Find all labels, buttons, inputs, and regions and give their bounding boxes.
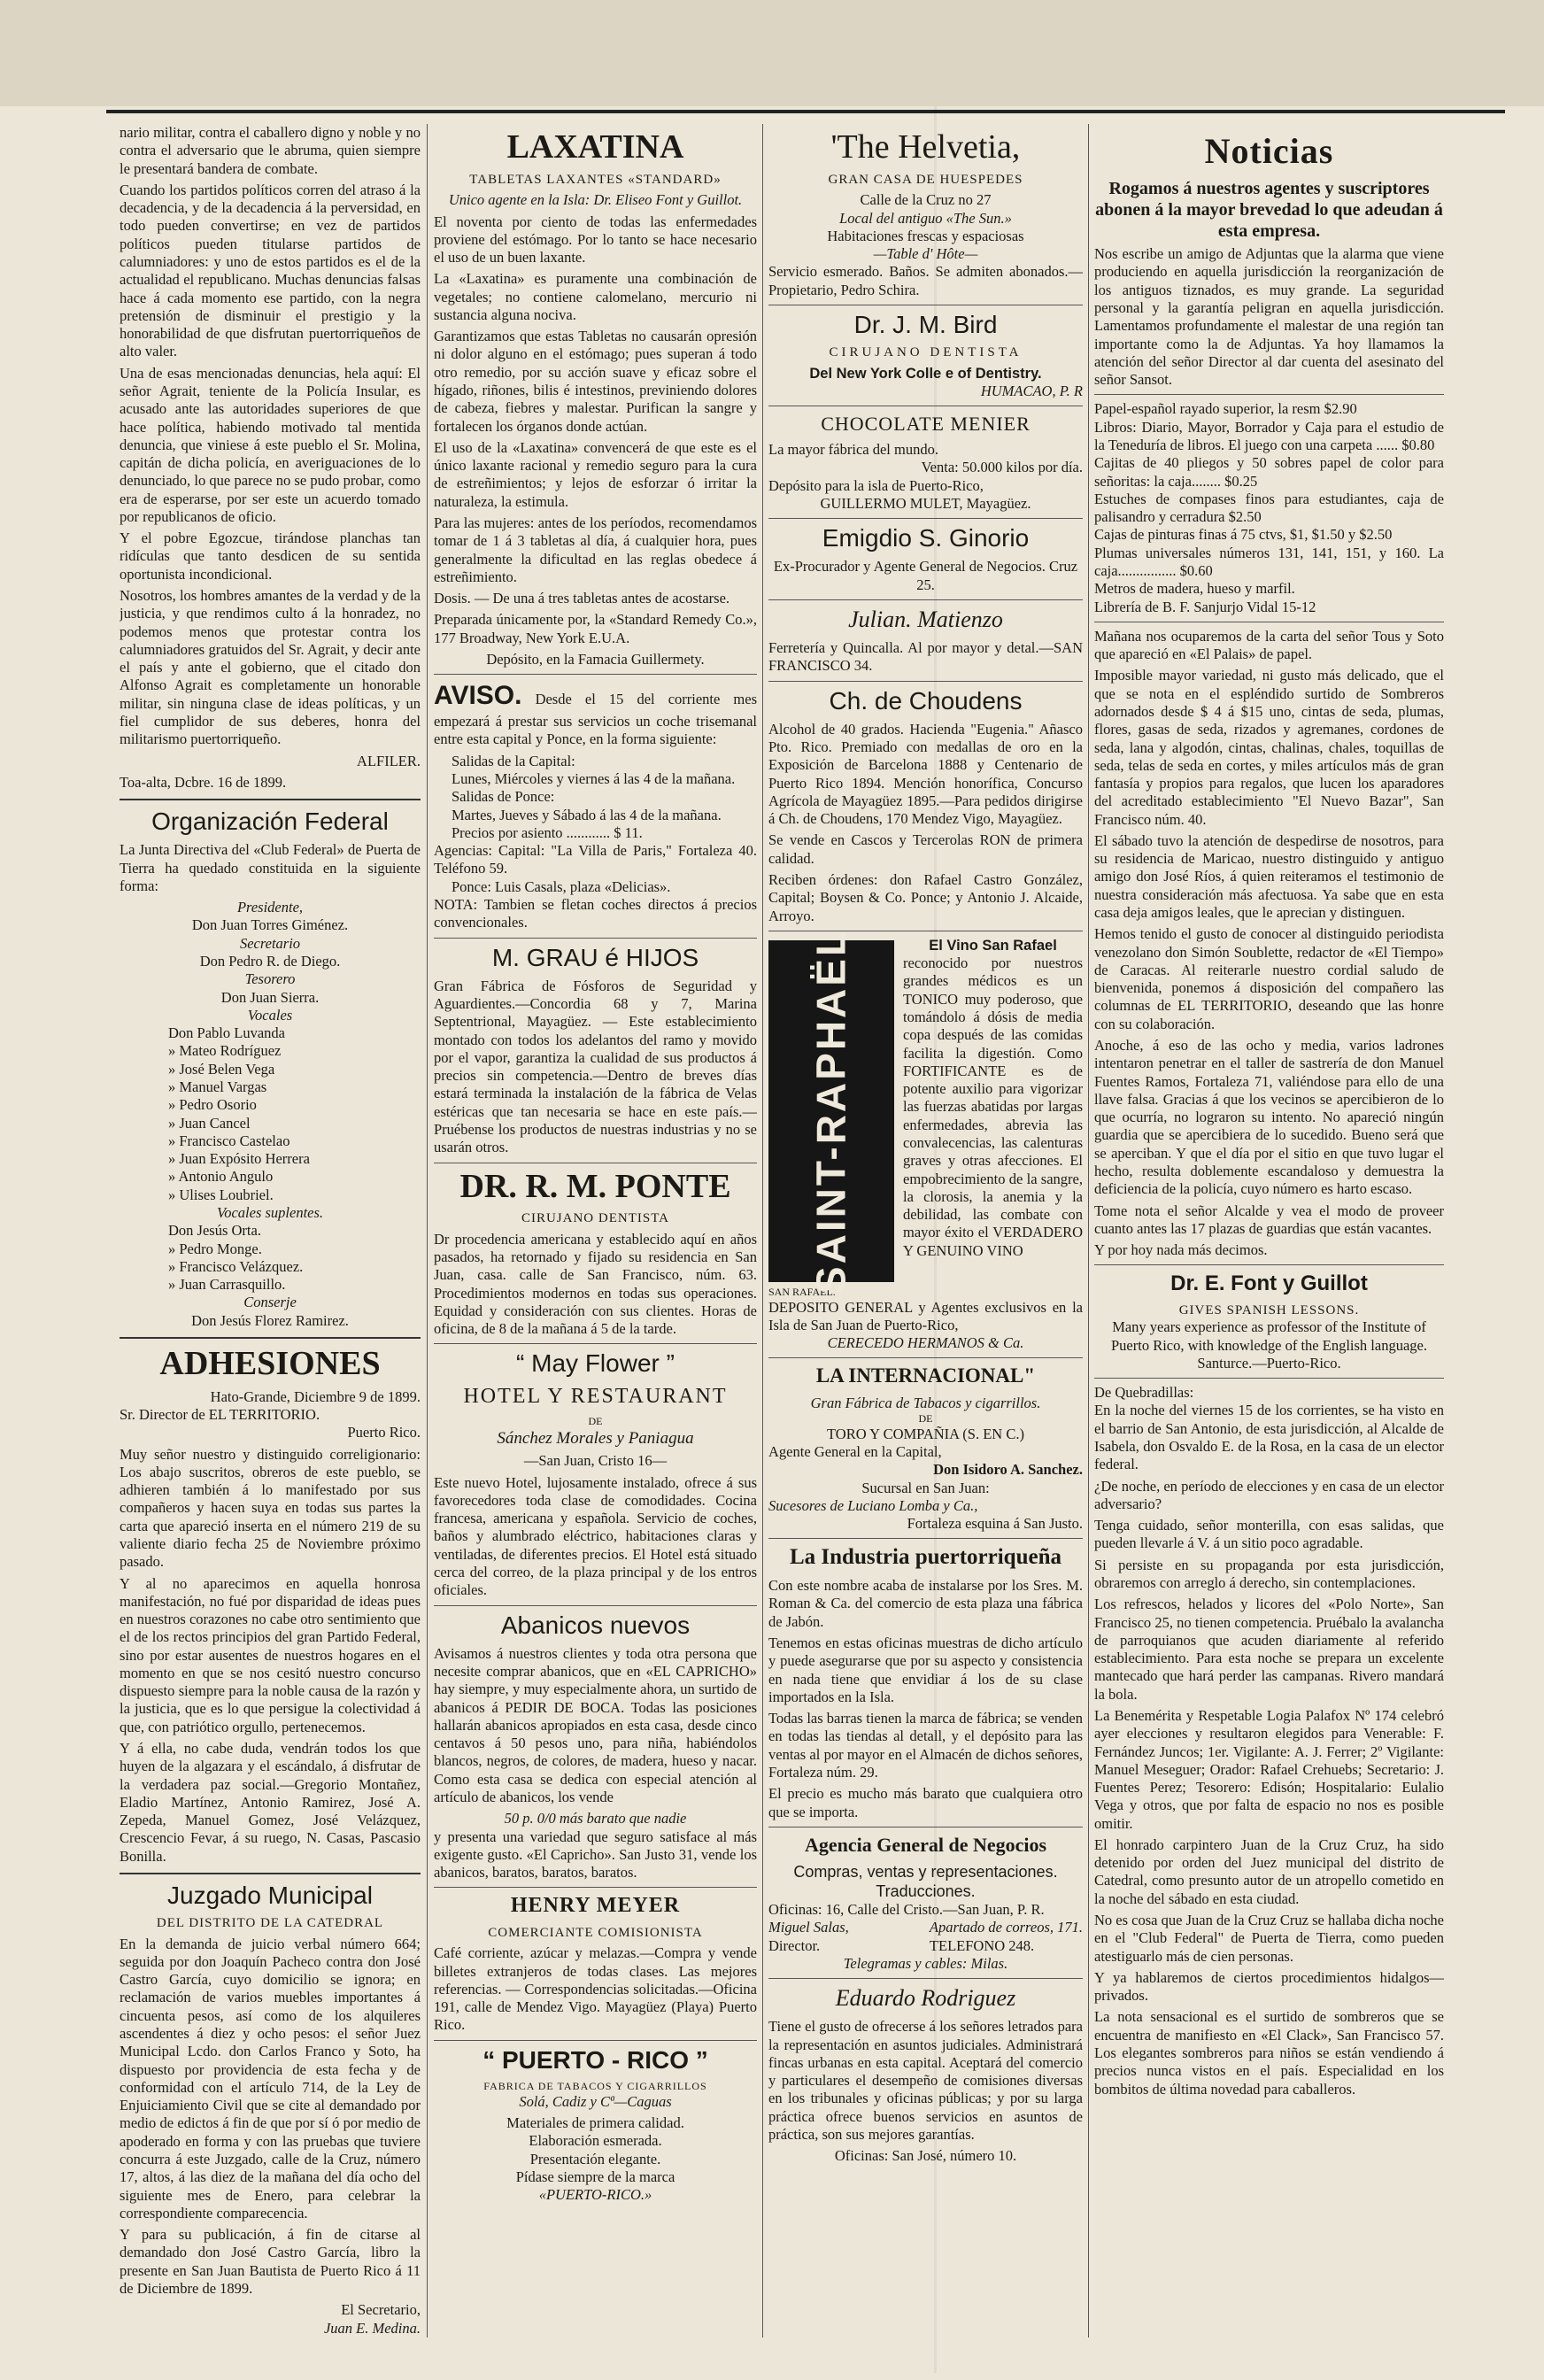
- article-paragraph: En la demanda de juicio verbal número 664; seguida por don Joaquín Pacheco contra don José Castro García, cuyo domicilio se ignora; en reclamación de varios muebles importantes á cincuenta pesos, así como de los alquileres ascendentes á diez y ocho pesos: el señor Juez Municipal Lcdo. don Carlos Franco y Soto, ha dispuesto por providencia de esta fecha y de conformidad con el artículo 714, de la Ley de Enjuiciamiento Civil que se cite al demandado por medio de edictos á fin de que por sí ó por medio de apoderado en forma y con las pruebas que tuviere concurra á este Juzgado, calle de la Cruz, número 17, altos, á las diez de la mañana del día ocho del siguiente mes de Enero, para celebrar la correspondiente comparecencia.: [120, 1935, 421, 2222]
- internacional-owner: TORO Y COMPAÑIA (S. EN C.): [827, 1425, 1024, 1442]
- puertorico-title: “ PUERTO - RICO ”: [482, 2045, 708, 2074]
- news-paragraph: Los refrescos, helados y licores del «Polo Norte», San Francisco 25, no tienen competencia. Pruébalo la avalancha de parroquianos que acuden diariamente al referido establecimiento. Para esta noche se prepara un excelente mantecado que hará perder las campanas. Rivero mandará la bola.: [1094, 1596, 1444, 1703]
- label-tesorero: Tesorero: [244, 970, 296, 988]
- name-secretario: Don Pedro R. de Diego.: [199, 953, 341, 970]
- news-paragraph: Anoche, á eso de las ocho y media, varios ladrones intentaron penetrar en el taller de sastrería de don Manuel Fuentes Ramos, Fortaleza 71, valiéndose para ello de una llave falsa. Gracias á que los vecinos se apercibieron de lo que ocurría, no lograron su intento. No apareció ningún guardia que se apercibiera de lo sucedido. Bueno será que se aperciban. Y que el día por el sitio en que tuvo lugar el hecho, resulta doblemente escandaloso y demuestra la deficiencia de la policía, cuyo número es harto escaso.: [1094, 1037, 1444, 1198]
- column-rule-2: [762, 124, 763, 2338]
- aviso-line: Agencias: Capital: "La Villa de Paris," Fortaleza 40. Teléfono 59.: [434, 842, 757, 877]
- internacional-branch-line: Fortaleza esquina á San Justo.: [907, 1515, 1083, 1533]
- internacional-branch: Sucursal en San Juan:: [861, 1479, 990, 1496]
- ad-paragraph: Alcohol de 40 grados. Hacienda "Eugenia." Añasco Pto. Rico. Premiado con medallas de oro en la Exposición de Barcelona 1888 y Centenario de Puerto Rico 1894. Mención honorífica, Concurso Agrícola de Mayagüez 1895.—Para pedidos dirigirse á Ch. de Choudens, 170 Mendez Vigo, Mayagüez.: [768, 720, 1083, 828]
- helvetia-title: 'The Helvetia,: [830, 128, 1021, 166]
- bird-line: Del New York Colle e of Dentistry.: [809, 365, 1042, 382]
- vocal-name: » Ulises Loubriel.: [168, 1186, 274, 1203]
- agencia-phone: TELEFONO 248.: [929, 1936, 1035, 1954]
- vocal-name: » Juan Cancel: [168, 1114, 251, 1132]
- ad-paragraph: Dr procedencia americana y establecido aquí en años pasados, ha retornado y fijado su residencia en San Juan, casa. calle de San Francisco, núm. 63. Procedimientos modernos en todas sus operaciones. Equidad y consideración con sus clientes. Horas de oficina, de 8 de la mañana á 5 de la tarde.: [434, 1230, 757, 1338]
- ad-paragraph: Tiene el gusto de ofrecerse á los señores letrados para la representación en asuntos judiciales. Administrará fincas urbanas en esta capital. Aceptará del comercio y particulares el desempeño de comisiones diversas en los tribunales y oficinas públicas; y por su larga práctica ofrece buenos servicios en asuntos de práctica, son sus mejores garantías.: [768, 2018, 1083, 2143]
- aviso-title: AVISO.: [434, 681, 522, 711]
- aviso-lead: Desde el 15 del corriente mes empezará á prestar sus servicios un coche trisemanal entre esta capital y Ponce, en la forma siguiente:: [434, 691, 757, 748]
- ad-paragraph: Depósito, en la Famacia Guillermety.: [486, 650, 705, 668]
- puertorico-address: Solá, Cadiz y Cª—Caguas: [519, 2092, 672, 2110]
- news-paragraph: Tenga cuidado, señor monterilla, con esas salidas, que pueden llevarle á V. á un sitio poco agradable.: [1094, 1517, 1444, 1552]
- helvetia-table: —Table d' Hôte—: [873, 245, 978, 263]
- price-line: Metros de madera, hueso y marfil.: [1094, 580, 1295, 598]
- mayflower-address: —San Juan, Cristo 16—: [523, 1452, 668, 1470]
- news-paragraph: Y ya hablaremos de ciertos procedimientos hidalgos—privados.: [1094, 1968, 1444, 2005]
- column-rule-1: [427, 124, 428, 2338]
- name-conserje: Don Jesús Florez Ramirez.: [191, 1311, 349, 1329]
- laxatina-subtitle: TABLETAS LAXANTES «STANDARD»: [469, 172, 722, 187]
- aviso-line: Salidas de la Capital:: [452, 752, 575, 769]
- juzgado-title: Juzgado Municipal: [167, 1882, 373, 1910]
- saint-raphael-ad: [768, 928, 1083, 1353]
- ad-paragraph: Ferretería y Quincalla. Al por mayor y detal.—SAN FRANCISCO 34.: [768, 639, 1083, 675]
- saint-raphael-label: SAINT-RAPHAËL: [807, 928, 854, 1294]
- puertorico-line: «PUERTO-RICO.»: [538, 2186, 652, 2204]
- helvetia-subtitle: GRAN CASA DE HUESPEDES: [828, 172, 1023, 187]
- agencia-services: Compras, ventas y representaciones. Traducciones.: [793, 1862, 1058, 1901]
- column-rule-3: [1088, 124, 1089, 2338]
- ad-paragraph: y presenta una variedad que seguro satisface al más exigente gusto. «El Capricho». San Justo 31, vende los abanicos, baratos, baratos, baratos.: [434, 1828, 757, 1882]
- agencia-director-name: Miguel Salas,: [768, 1919, 849, 1936]
- aviso-line: Precios por asiento ............ $ 11.: [452, 823, 643, 841]
- abanicos-title: Abanicos nuevos: [500, 1611, 691, 1639]
- ad-paragraph: Dosis. — De una á tres tabletas antes de acostarse.: [434, 590, 730, 607]
- adhesiones-date: Hato-Grande, Diciembre 9 de 1899.: [210, 1387, 421, 1405]
- internacional-agent-name: Don Isidoro A. Sanchez.: [933, 1461, 1083, 1479]
- vocal-name: » Juan Expósito Herrera: [168, 1150, 310, 1168]
- article-paragraph: Muy señor nuestro y distinguido correligionario: Los abajo suscritos, obreros de este pueblo, se adhieren también á lo manifestado por sus compañeros y hacen suya en todas sus partes la carta que apareció inserta en el número 219 de su valiente diario fecha 25 de Noviembre próximo pasado.: [120, 1445, 421, 1571]
- adhesiones-recipient: Sr. Director de EL TERRITORIO.: [120, 1405, 320, 1423]
- label-presidente: Presidente,: [236, 899, 304, 916]
- vocal-name: » José Belen Vega: [168, 1060, 275, 1078]
- news-paragraph: Mañana nos ocuparemos de la carta del señor Tous y Soto que apareció en «El Palais» de papel.: [1094, 627, 1444, 663]
- sanrafael-deposit: DEPOSITO GENERAL y Agentes exclusivos en la Isla de San Juan de Puerto-Rico,: [768, 1298, 1083, 1333]
- puertorico-line: Presentación elegante.: [529, 2150, 661, 2168]
- juzgado-subtitle: DEL DISTRITO DE LA CATEDRAL: [156, 1916, 384, 1931]
- org-title: Organización Federal: [151, 808, 389, 836]
- helvetia-old: Local del antiguo «The Sun.»: [839, 209, 1012, 227]
- header-rule: [106, 110, 1505, 113]
- column-2: [434, 124, 757, 2346]
- ponte-title: DR. R. M. PONTE: [459, 1167, 731, 1205]
- internacional-title: LA INTERNACIONAL": [815, 1364, 1036, 1387]
- name-presidente: Don Juan Torres Giménez.: [191, 916, 349, 934]
- suplente-name: » Juan Carrasquillo.: [168, 1276, 286, 1294]
- choudens-title: Ch. de Choudens: [829, 686, 1023, 715]
- agencia-telegram: Telegramas y cables: Milas.: [843, 1954, 1008, 1972]
- news-paragraph: Nos escribe un amigo de Adjuntas que la alarma que viene produciendo en aquella jurisdicción la reorganización de los antiguos tiznados, es muy grande. La seguridad personal y la garantía peligran en aquella jurisdicción. Lamentamos profundamente el malestar de una región tan importante como la de Adjuntas. Ya hoy llamamos la atención del señor Director al dar cuenta del asesinato del señor Sansot.: [1094, 245, 1444, 389]
- price-line: Libros: Diario, Mayor, Borrador y Caja para el estudio de la Teneduría de libros. El juego con una carpeta ...... $0.80: [1094, 418, 1444, 453]
- ad-paragraph: Preparada únicamente por, la «Standard Remedy Co.», 177 Broadway, New York E.U.A.: [434, 611, 757, 646]
- label-vocales: Vocales: [247, 1006, 293, 1024]
- news-paragraph: ¿De noche, en período de elecciones y en casa de un elector adversario?: [1094, 1477, 1444, 1512]
- bird-address: HUMACAO, P. R: [980, 382, 1083, 399]
- helvetia-rooms: Habitaciones frescas y espaciosas: [827, 227, 1024, 244]
- rodriguez-office: Oficinas: San José, número 10.: [834, 2147, 1017, 2165]
- noticias-lead: Rogamos á nuestros agentes y suscriptores abonen á la mayor brevedad lo que adeudan á esta empresa.: [1095, 179, 1443, 242]
- ad-paragraph: El noventa por ciento de todas las enfermedades proviene del estómago. Por lo tanto se hace necesario el uso de un buen laxante.: [434, 212, 757, 267]
- article-paragraph: Y para su publicación, á fin de citarse al demandado don José Castro García, libro la presente en San Juan Bautista de Puerto Rico á 11 de Diciembre de 1899.: [120, 2226, 421, 2297]
- rodriguez-title: Eduardo Rodriguez: [835, 1985, 1016, 2012]
- org-lead: La Junta Directiva del «Club Federal» de Puerta de Tierra ha quedado constituida en la siguiente forma:: [120, 841, 421, 894]
- name-tesorero: Don Juan Sierra.: [220, 988, 320, 1006]
- vocal-name: » Mateo Rodríguez: [168, 1042, 282, 1060]
- article-paragraph: Y á ella, no cabe duda, vendrán todos los que huyen de la algazara y el escándalo, á disfrutar de la verdadera paz social.—Gregorio Montañez, Eladio Martínez, Antonio Ramirez, José A. Zepeda, Manuel Gomez, José Velázquez, Crescencio Fevar, á su ruego, N. Casas, Pascasio Bonilla.: [120, 1740, 421, 1865]
- news-paragraph: Y por hoy nada más decimos.: [1094, 1241, 1268, 1259]
- ad-paragraph: El precio es mucho más barato que cualquiera otro que se importa.: [768, 1785, 1083, 1820]
- internacional-de: DE: [918, 1412, 933, 1425]
- sanrafael-agent: CERECEDO HERMANOS & Ca.: [827, 1334, 1024, 1352]
- internacional-branch-line: Sucesores de Luciano Lomba y Ca.,: [768, 1496, 978, 1514]
- news-paragraph: Hemos tenido el gusto de conocer al distinguido periodista venezolano don Simón Soublette, redactor de «El Tiempo» de Caracas. Al reiterarle nuestro cordial saludo de bienvenida, ponemos á disposición del compañero las columnas de EL TERRITORIO, deseando que las honre con su colaboración.: [1094, 925, 1444, 1032]
- article-paragraph: Y al no aparecimos en aquella honrosa manifestación, no fué por disparidad de ideas pues en nuestros corazones no cabe otro sentimiento que el de los rectos principios del gran Partido Federal, sino por estar ausentes de nuestros hogares en el momento en que se nos cesitó nuestro concurso dispuesto siempre para la noble causa de la razón y la justicia, que es lo que persigue la colectividad á que, con patriótico orgullo, pertenecemos.: [120, 1574, 421, 1735]
- aviso-line: Ponce: Luis Casals, plaza «Delicias».: [452, 877, 671, 895]
- mayflower-title: “ May Flower ”: [516, 1349, 675, 1378]
- agencia-director-label: Director.: [768, 1936, 821, 1954]
- ad-paragraph: Many years experience as professor of the Institute of Puerto Rico, with knowledge of the English language. Santurce.—Puerto-Rico.: [1111, 1318, 1427, 1372]
- news-paragraph: En la noche del viernes 15 de los corrientes, se ha visto en el barrio de San Antonio, de esta jurisdicción, al Alcalde de Isabela, don Osvaldo E. de la Rosa, en la casa de un elector federal.: [1094, 1402, 1444, 1473]
- news-paragraph: Imposible mayor variedad, ni gusto más delicado, que el que se nota en el espléndido surtido de Sombreros adornados desde $ 4 á $15 uno, cintas de seda, plumas, flores, gasas de seda, rizados y agremanes, cordones de seda, lana y algodón, cintas, chalinas, chales, toquillas de seda, telas de seda en cortes, y miles artículos más de gran fantasía y propios para regalos, que lucen los aparadores del acreditado establecimiento "El Nuevo Bazar", San Francisco núm. 40.: [1094, 667, 1444, 828]
- aviso-line: Lunes, Miércoles y viernes á las 4 de la mañana.: [452, 770, 736, 787]
- article-paragraph: Una de esas mencionadas denuncias, hela aquí: El señor Agrait, teniente de la Policía Insular, es acusado ante las autoridades superiores de que hace política, habiendo motivado tal mentida denuncia, que viniese á este pueblo el Sr. Molina, capitán de dicha policía, en averiguaciones de lo denunciado, lo que parece no se pudo probar, como era de esperarse, por ser este un acuerdo tomado por republicanos de oficio.: [120, 364, 421, 525]
- helvetia-address: Calle de la Cruz no 27: [860, 191, 992, 209]
- article-signature: ALFILER.: [357, 752, 421, 769]
- ad-paragraph: Todas las barras tienen la marca de fábrica; se venden en todas las tiendas al detall, y el depósito para las ventas al por mayor en el Almacén de dichos señores, Fortaleza núm. 29.: [768, 1710, 1083, 1781]
- price-line: Estuches de compases finos para estudiantes, caja de palisandro y cerradura $2.50: [1094, 490, 1444, 526]
- price-line: Cajas de pinturas finas á 75 ctvs, $1, $1.50 y $2.50: [1094, 526, 1393, 544]
- agencia-footer: [768, 1919, 1083, 1955]
- matienzo-title: Julian. Matienzo: [848, 607, 1003, 633]
- article-paragraph: Cuando los partidos políticos corren del atraso á la decadencia, y de la decadencia á la perversidad, en todo pueden convertirse; en vez de partidos políticos pueden titularse partidos de calumniadores: y uno de estos partidos es el de la actualidad el republicano. Muchas denuncias falsas hace á cada momento ese partido, con la negra pretensión de disminuir el prestigio y la honorabilidad de que disfrutan puertorriqueños de alto valer.: [120, 181, 421, 360]
- meyer-title: HENRY MEYER: [510, 1894, 681, 1918]
- price-line: Plumas universales números 131, 141, 151, y 160. La caja................ $0.60: [1094, 544, 1444, 579]
- puertorico-line: Elaboración esmerada.: [529, 2132, 662, 2150]
- adhesiones-title: ADHESIONES: [159, 1344, 381, 1382]
- puertorico-line: Pídase siempre de la marca: [515, 2168, 676, 2185]
- bird-subtitle: CIRUJANO DENTISTA: [829, 345, 1023, 360]
- ad-paragraph: reconocido por nuestros grandes médicos es un TONICO muy poderoso, que tomándolo á dósis de media copa después de las comidas facilita la digestión. Como FORTIFICANTE es de potente auxilio para vigorizar las fuerzas abatidas por largas enfermedades, abrevia las convalecencias, las calenturas graves y otras afecciones. El empobrecimiento de la sangre, la clorosis, la anemia y la debilidad, las combate con mayor éxito el VERDADERO Y GENUINO VINO: [903, 954, 1083, 1259]
- chocolate-title: CHOCOLATE MENIER: [821, 413, 1031, 436]
- aviso-line: Martes, Jueves y Sábado á las 4 de la mañana.: [452, 806, 722, 823]
- laxatina-title: LAXATINA: [506, 128, 684, 166]
- news-paragraph: La nota sensacional es el surtido de sombreros que se encuentra de manifiesto en «El Clack», San Francisco 57. Los elegantes sombreros para niños se están vendiendo á precios nunca vistos en el país. Especialidad en los bombitos de última novedad para caballeros.: [1094, 2008, 1444, 2098]
- vocal-name: » Manuel Vargas: [168, 1078, 267, 1095]
- article-dateline: Toa-alta, Dcbre. 16 de 1899.: [120, 773, 287, 791]
- suplente-name: Don Jesús Orta.: [168, 1222, 261, 1240]
- column-4: [1094, 124, 1444, 2346]
- suplente-name: » Francisco Velázquez.: [168, 1257, 304, 1275]
- chocolate-line: GUILLERMO MULET, Mayagüez.: [820, 495, 1031, 512]
- ad-paragraph: Con este nombre acaba de instalarse por los Sres. M. Roman & Ca. del comercio de esta plaza una fábrica de Jabón.: [768, 1577, 1083, 1630]
- adhesiones-place: Puerto Rico.: [347, 1424, 421, 1441]
- agencia-title: Agencia General de Negocios: [804, 1833, 1047, 1856]
- news-paragraph: El honrado carpintero Juan de la Cruz Cruz, ha sido detenido por orden del Juez municipal del distrito de Catedral, como presunto autor de un atropello cometido en la noche del sábado en esta ciudad.: [1094, 1835, 1444, 1907]
- suplente-name: » Pedro Monge.: [168, 1240, 262, 1257]
- ponte-subtitle: CIRUJANO DENTISTA: [521, 1211, 670, 1226]
- puertorico-line: Materiales de primera calidad.: [506, 2113, 684, 2131]
- aviso-line: NOTA: Tambien se fletan coches directos á precios convencionales.: [434, 895, 757, 931]
- ad-paragraph: Para las mujeres: antes de los períodos, recomendamos tomar de 1 á 3 tabletas al día, á cualquier hora, pues generalmente la dificultad en las reglas obedece á estreñimiento.: [434, 514, 757, 585]
- ad-paragraph: Avisamos á nuestros clientes y toda otra persona que necesite comprar abanicos, que en «EL CAPRICHO» hay siempre, y muy especialmente ahora, un surtido de abanicos á PEDIR DE BOCA. Todas las posiciones hallarán abanicos apropiados en esta casa, desde cinco centavos á 50 pesos uno, para niña, habiéndolos blancos, negros, de colores, de madera, hueso y nacar. Como esta casa se dedica con especial atención al artículo de abanicos, los vende: [434, 1644, 757, 1805]
- abanicos-slogan: 50 p. 0/0 más barato que nadie: [504, 1810, 687, 1828]
- font-guillot-title: Dr. E. Font y Guillot: [1170, 1271, 1368, 1296]
- juzgado-signature-label: El Secretario,: [341, 2301, 421, 2319]
- ad-paragraph: Café corriente, azúcar y melazas.—Compra y vende billetes extranjeros de todas clases. Las mejores referencias. — Correspondencias solicitadas.—Oficina 191, calle de Mendez Vigo. Mayagüez (Playa) Puerto Rico.: [434, 1944, 757, 2034]
- puertorico-subtitle: FABRICA DE TABACOS Y CIGARRILLOS: [483, 2079, 707, 2092]
- ad-paragraph: Se vende en Cascos y Tercerolas RON de primera calidad.: [768, 831, 1083, 867]
- news-paragraph: La Benemérita y Respetable Logia Palafox Nº 174 celebró ayer elecciones y resultaron elegidos para Venerable: F. Fernández Juncos; 1er. Vigilante: A. J. Ferrer; 2º Vigilante: Manuel Meseguer; Orador: Rafael Crehuebs; Secretario: J. Fuentes Perez; Tesorero: Edisón; Hospitalario: Eulalio Vega y otros, que por falta de espacio no nos es posible omitir.: [1094, 1706, 1444, 1832]
- news-paragraph: De Quebradillas:: [1094, 1384, 1194, 1402]
- article-paragraph: Y el pobre Egozcue, tirándose planchas tan ridículas que tanto desdicen de su sentida oportunista incondicional.: [120, 529, 421, 583]
- page-top-margin: [0, 0, 1544, 106]
- bird-title: Dr. J. M. Bird: [853, 310, 998, 338]
- mayflower-de: DE: [588, 1415, 603, 1428]
- news-paragraph: No es cosa que Juan de la Cruz Cruz se hallaba dicha noche en el "Club Federal" de Puerta de Tierra, como pueden atestiguarlo más de cien personas.: [1094, 1912, 1444, 1965]
- meyer-subtitle: COMERCIANTE COMISIONISTA: [488, 1925, 703, 1940]
- vocal-name: » Pedro Osorio: [168, 1096, 257, 1114]
- noticias-title: Noticias: [1204, 131, 1334, 171]
- agencia-postal: Apartado de correos, 171.: [929, 1919, 1083, 1936]
- ad-paragraph: Ex-Procurador y Agente General de Negocios. Cruz 25.: [773, 558, 1078, 593]
- internacional-agent: Agente General en la Capital,: [768, 1443, 942, 1461]
- internacional-subtitle: Gran Fábrica de Tabacos y cigarrillos.: [810, 1394, 1041, 1411]
- ad-paragraph: Gran Fábrica de Fósforos de Seguridad y Aguardientes.—Concordia 68 y 7, Marina Septentrional, Mayagüez. — Este establecimiento montado con todos los adelantos del ramo y movido por el vapor, garantiza la cualidad de sus productos á precios sin competencia.—Dentro de breves días estará terminada la instalación de la fábrica de Velas estéricas que tan necesaria se hace en este país.—Pruébense los productos de nuestras industrias y no se usarán otros.: [434, 977, 757, 1156]
- agencia-office: Oficinas: 16, Calle del Cristo.—San Juan, P. R.: [768, 1901, 1045, 1919]
- ad-paragraph: Tenemos en estas oficinas muestras de dicho artículo y puede asegurarse que por su aspecto y consistencia en nada tiene que envidiar á los de su clase importados en la Isla.: [768, 1634, 1083, 1705]
- price-line: Papel-español rayado superior, la resm $2.90: [1094, 400, 1357, 418]
- news-paragraph: Tome nota el señor Alcalde y vea el modo de proveer cuanto antes las 17 plazas de guardias que están vacantes.: [1094, 1202, 1444, 1237]
- chocolate-line: La mayor fábrica del mundo.: [768, 441, 938, 459]
- mayflower-owner: Sánchez Morales y Paniagua: [497, 1428, 694, 1448]
- juzgado-signature: Juan E. Medina.: [323, 2319, 421, 2337]
- ad-paragraph: Este nuevo Hotel, lujosamente instalado, ofrece á sus favorecedores toda clase de comodidades. Cocina francesa, americana y española. Servicio de coches, baños y alumbrado eléctrico, habitaciones claras y ventiladas, de diferentes precios. El Hotel está situado cerca del correo, de la plaza principal y de los entros oficiales.: [434, 1473, 757, 1599]
- sanrafael-title: El Vino San Rafael: [929, 937, 1057, 954]
- column-1: [120, 124, 421, 2346]
- aviso-line: Salidas de Ponce:: [452, 788, 555, 806]
- price-line: Librería de B. F. Sanjurjo Vidal 15-12: [1094, 598, 1316, 615]
- column-3: [768, 124, 1083, 2346]
- ad-paragraph: Reciben órdenes: don Rafael Castro González, Capital; Boysen & Co. Ponce; y Antonio J. Alcaide, Arroyo.: [768, 871, 1083, 924]
- mayflower-subtitle: HOTEL Y RESTAURANT: [463, 1384, 728, 1408]
- ad-paragraph: El uso de la «Laxatina» convencerá de que este es el único laxante racional y remedio seguro para la cura de estreñimientos; y lejos de esforzar ó irritar la naturaleza, la estimula.: [434, 438, 757, 510]
- news-paragraph: El sábado tuvo la atención de despedirse de nosotros, para su residencia de Maricao, nuestro distinguido y antiguo amigo don José Ríos, á quien reiteramos el testimonio de nuestra consideración más afectuosa. Ya sabe que en esta casa deja amigos leales, que le aprecian y distinguen.: [1094, 831, 1444, 922]
- grau-title: M. GRAU é HIJOS: [491, 943, 699, 971]
- laxatina-agent: Unico agente en la Isla: Dr. Eliseo Font y Guillot.: [448, 191, 743, 209]
- chocolate-line: Venta: 50.000 kilos por día.: [921, 459, 1083, 476]
- ginorio-title: Emigdio S. Ginorio: [822, 524, 1030, 552]
- vocal-name: Don Pablo Luvanda: [168, 1024, 285, 1042]
- font-guillot-subtitle: GIVES SPANISH LESSONS.: [1178, 1302, 1360, 1318]
- price-line: Cajitas de 40 pliegos y 50 sobres papel de color para señoritas: la caja........ $0.25: [1094, 454, 1444, 490]
- industria-title: La Industria puertorriqueña: [790, 1545, 1062, 1570]
- label-suplentes: Vocales suplentes.: [216, 1203, 324, 1221]
- label-conserje: Conserje: [243, 1294, 297, 1311]
- vocal-name: » Francisco Castelao: [168, 1132, 290, 1149]
- news-paragraph: Si persiste en su propaganda por esta jurisdicción, obraremos con arreglo á derecho, sin contemplaciones.: [1094, 1556, 1444, 1591]
- article-paragraph: Nosotros, los hombres amantes de la verdad y de la justicia, y que rendimos culto á la honradez, no podemos menos que protestar contra los calumniadores gratuidos del Sr. Agrait, y decir ante el país y ante el gobierno, que el citado don Alfonso Agrait es completamente un honorable militar, sin ninguna clase de ideas políticas, y un fiel cumplidor de sus deberes, honra del militarismo puertorriqueño.: [120, 587, 421, 748]
- ad-paragraph: Servicio esmerado. Baños. Se admiten abonados.—Propietario, Pedro Schira.: [768, 263, 1083, 298]
- ad-paragraph: La «Laxatina» es puramente una combinación de vegetales; no contiene calomelano, mercurio ni sustancia alguna nociva.: [434, 270, 757, 323]
- chocolate-line: Depósito para la isla de Puerto-Rico,: [768, 476, 984, 494]
- ad-paragraph: Garantizamos que estas Tabletas no causarán opresión ni dolor alguno en el estómago; pues superan á todo otro remedio, por su acción suave y eficaz sobre el hígado, riñones, bilis é intestinos, previniendo dolores de cabeza, fiebres y malestar. Purifican la sangre y fortalecen los órganos donde actúan.: [434, 328, 757, 435]
- vocal-name: » Antonio Angulo: [168, 1168, 274, 1186]
- sanrafael-under: SAN RAFAEL.: [768, 1285, 836, 1298]
- label-secretario: Secretario: [239, 934, 301, 952]
- article-paragraph: nario militar, contra el caballero digno y noble y no contra el adversario que le abruma, quien siempre le presentará bandera de combate.: [120, 124, 421, 177]
